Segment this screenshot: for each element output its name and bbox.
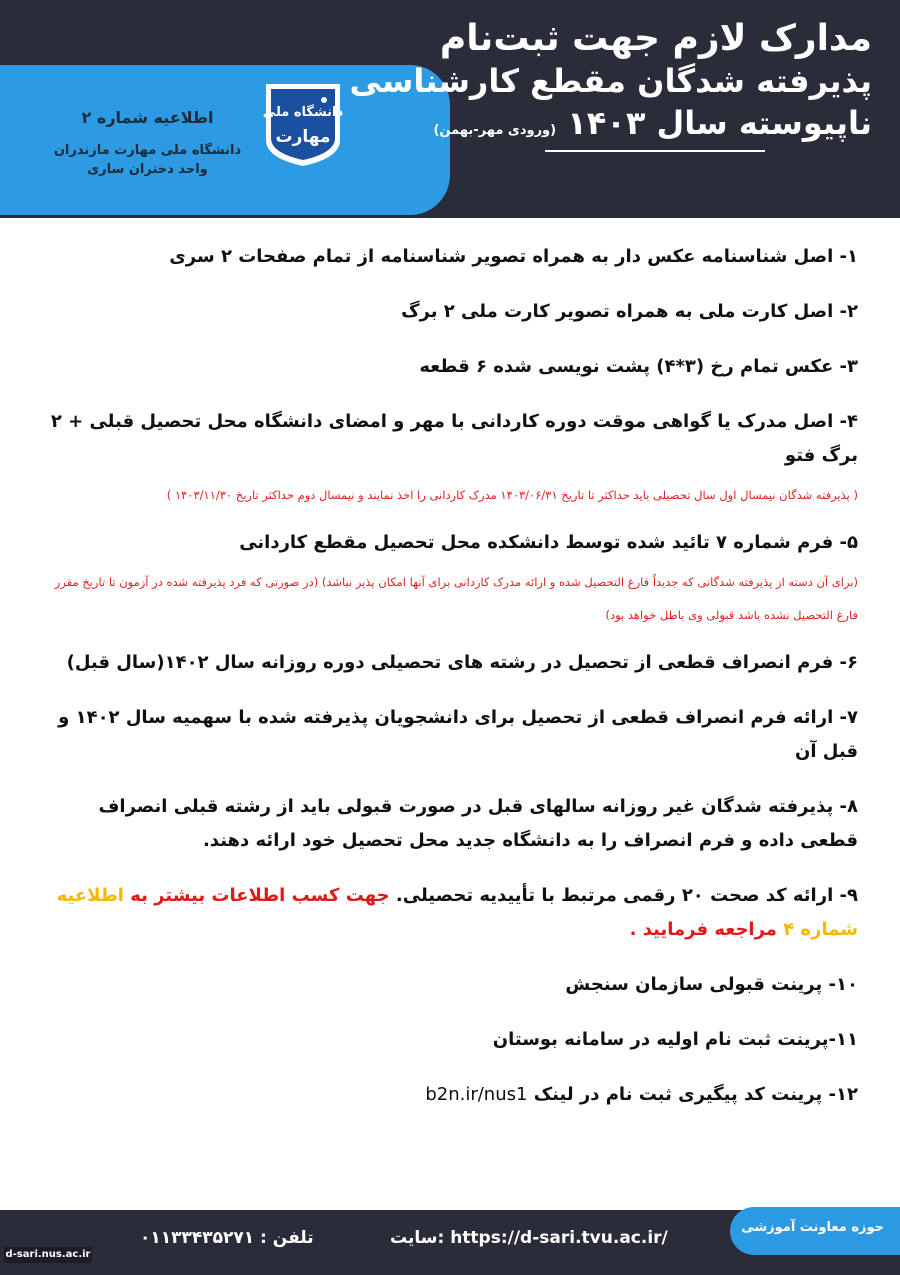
title-underline [545,150,765,152]
phone-number: تلفن : ۰۱۱۳۳۴۳۵۲۷۱ [140,1228,314,1248]
title-line-3-main: ناپیوسته سال ۱۴۰۳ [567,104,872,142]
branch-name: واحد دختران ساری [87,162,208,177]
item-9-red-tail: مراجعه فرمایید . [629,919,784,940]
list-item: ۱- اصل شناسنامه عکس دار به همراه تصویر شناسنامه از تمام صفحات ۲ سری [169,246,858,267]
list-item: ۸- پذیرفته شدگان غیر روزانه سالهای قبل در صورت قبولی باید از رشته قبلی انصراف قطعی داده و فرم انصراف را به دانشگاه جدید محل تحصیل خود ارائه دهند. [98,796,858,851]
website-link[interactable]: سایت: https://d-sari.tvu.ac.ir/ [390,1228,668,1248]
list-item: ۲- اصل کارت ملی به همراه تصویر کارت ملی ۲ برگ [401,301,858,322]
logo-text-bottom: مهارت [275,127,331,147]
title-line-3-note: (ورودی مهر-بهمن) [433,123,557,138]
item-9-red-text: جهت کسب اطلاعات بیشتر به [130,885,396,906]
note-item-4: ( پذیرفته شدگان نیمسال اول سال تحصیلی باید حداکثر تا تاریخ ۱۴۰۳/۰۶/۳۱ مدرک کاردانی را اخذ نمایند و نیمسال دوم حداکثر تاریخ ۱۴۰۳/۱۱/۳۰ ) [166,488,858,502]
list-item: ۱۱-پرینت ثبت نام اولیه در سامانه بوستان [492,1029,858,1050]
item-12-text: ۱۲- پرینت کد پیگیری ثبت نام در لینک [533,1084,858,1105]
registration-link[interactable]: b2n.ir/nus1 [425,1084,528,1105]
list-item: ۵- فرم شماره ۷ تائید شده توسط دانشکده محل تحصیل مقطع کاردانی [239,532,858,553]
list-item: ۳- عکس تمام رخ (۳*۴) پشت نویسی شده ۶ قطعه [419,356,858,377]
list-item-12 [40,1078,858,1112]
department-name: حوزه معاونت آموزشی [741,1220,884,1235]
item-9-text: ۹- ارائه کد صحت ۲۰ رقمی مرتبط با تأییدیه تحصیلی. [395,885,858,906]
note-item-5: (برای آن دسته از پذیرفته شدگانی که جدیداً فارغ التحصیل شده و ارائه مدرک کاردانی برای آنها امکان پذیر نباشد) (در صورتی که فرد پذیرفته شده در آزمون تا تاریخ مقرر فارغ التحصیل نشده باشد قبولی وی باطل خواهد بود) [54,575,858,622]
list-item: ۴- اصل مدرک یا گواهی موقت دوره کاردانی با مهر و امضای دانشگاه محل تحصیل قبلی + ۲ برگ فتو [50,411,858,466]
title-line-3 [433,104,872,142]
list-item: ۷- ارائه فرم انصراف قطعی از تحصیل برای دانشجویان پذیرفته شده با سهمیه سال ۱۴۰۲ و قبل آن [58,707,858,762]
list-item: ۱۰- پرینت قبولی سازمان سنجش [565,974,858,995]
list-item: ۶- فرم انصراف قطعی از تحصیل در رشته های تحصیلی دوره روزانه سال ۱۴۰۲(سال قبل) [66,652,858,673]
requirements-list [40,240,858,1133]
university-name: دانشگاه ملی مهارت مازندران [53,143,242,158]
title-line-2: پذیرفته شدگان مقطع کارشناسی [349,62,872,100]
title-line-1: مدارک لازم جهت ثبت‌نام [439,18,872,59]
list-item-9 [40,879,858,947]
item-9-notice-ref: اطلاعیه شماره ۴ [56,885,858,940]
site-badge: d-sari.nus.ac.ir [4,1247,92,1263]
logo-text-top: دانشگاه ملی [262,105,344,120]
notice-number: اطلاعیه شماره ۲ [81,108,214,127]
notice-block [40,108,255,177]
university-logo [258,78,348,170]
